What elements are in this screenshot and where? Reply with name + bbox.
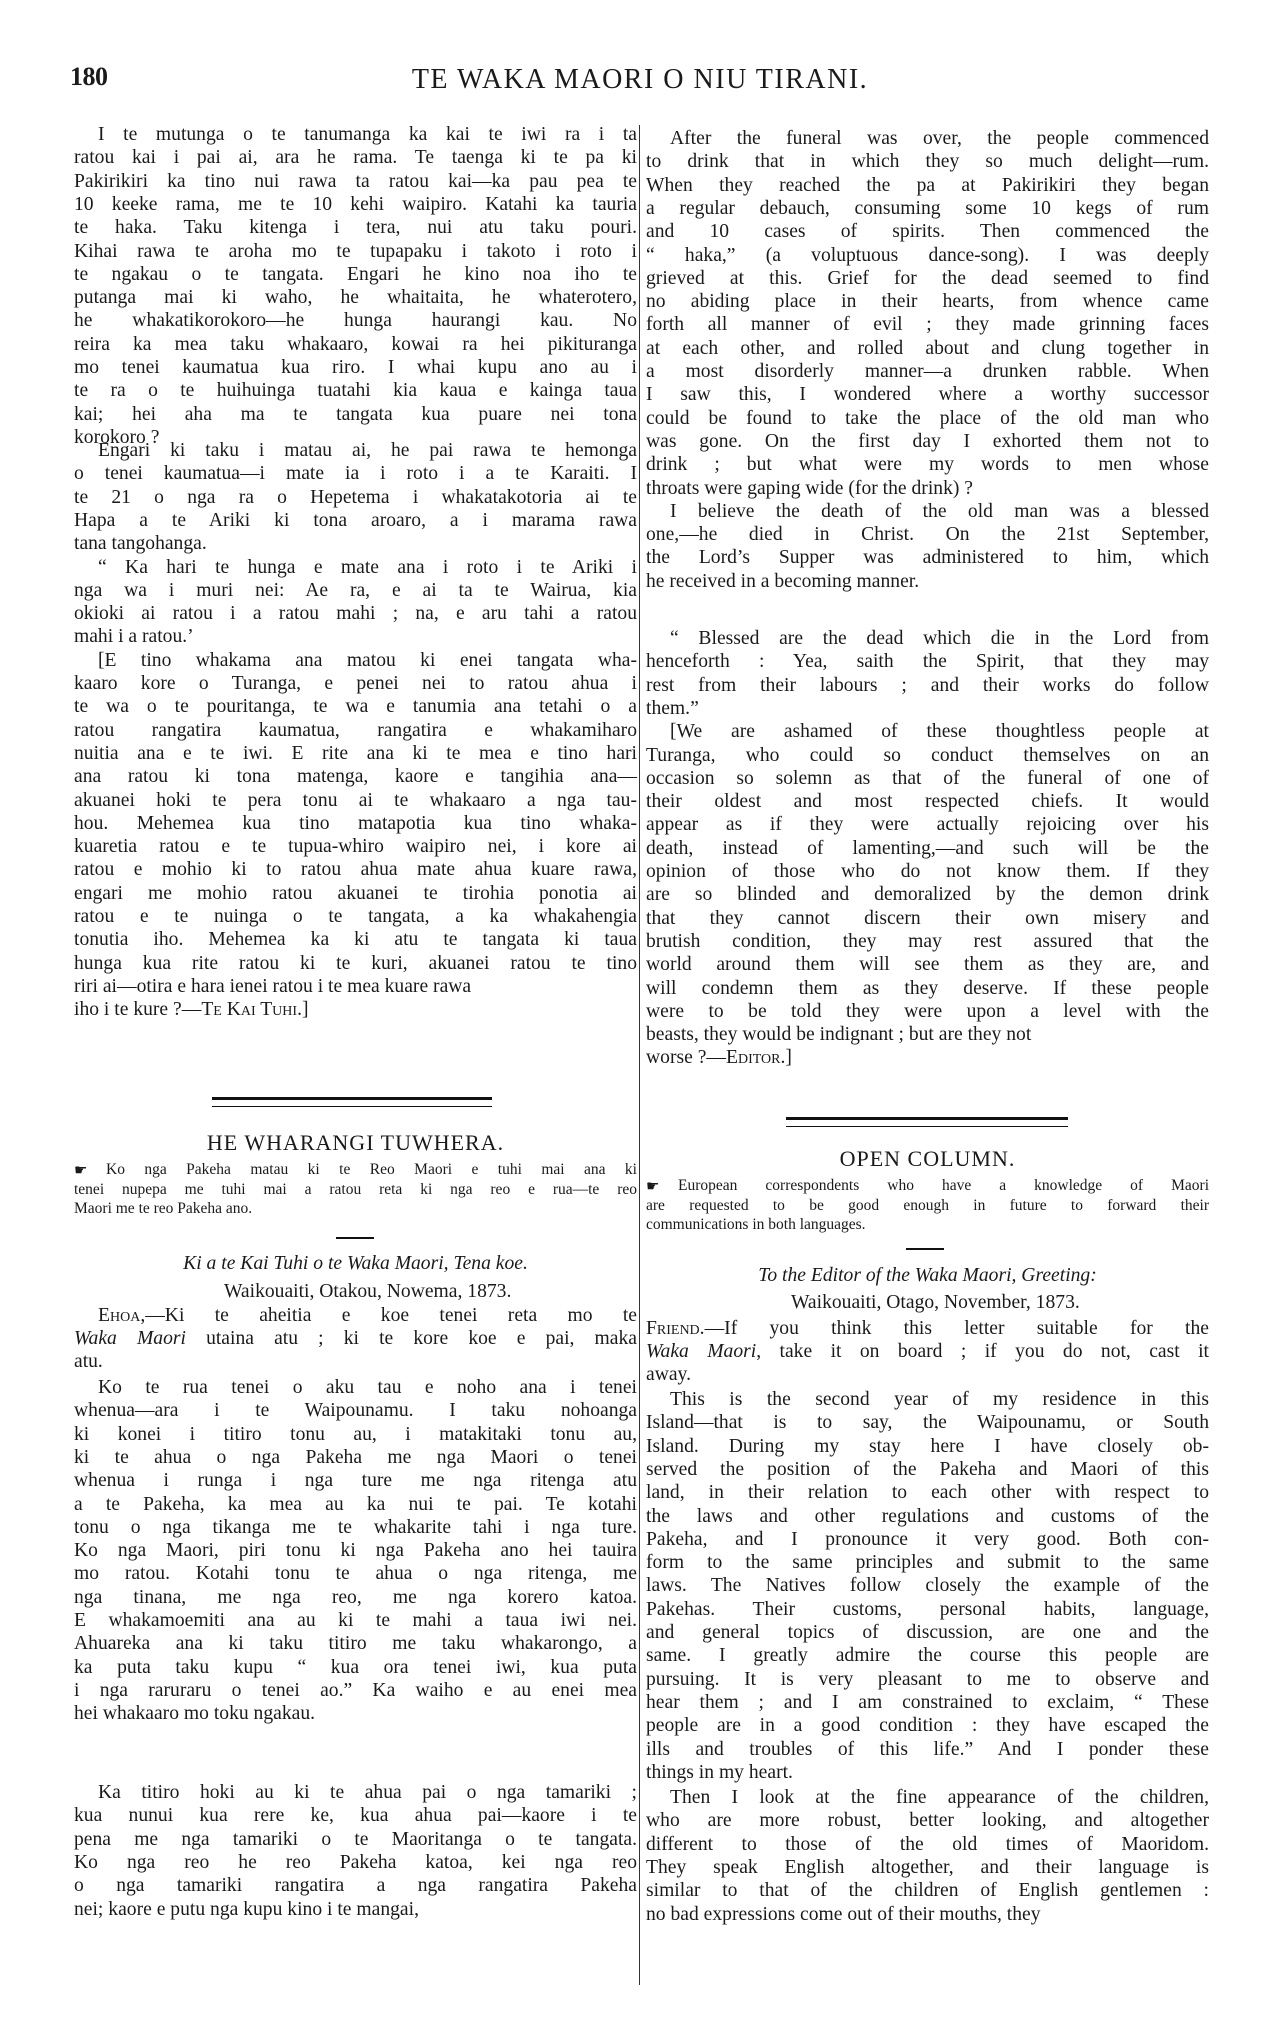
text-line: hei whakaaro mo toku ngakau.: [74, 1703, 316, 1725]
text-line: the Lord’s Supper was administered to him, which: [646, 547, 1209, 569]
text-line: a regular debauch, consuming some 10 kegs of rum: [646, 197, 1209, 219]
text-line: a te Pakeha, ka mea au ka nui te pai. Te kotahi: [74, 1493, 637, 1515]
text-line: could be found to take the place of the old man who: [646, 407, 1209, 429]
closing-bracket: ]: [785, 1047, 792, 1069]
text-line: Pakehas. Their customs, personal habits, language,: [646, 1598, 1209, 1620]
text-line: Hapa a te Ariki ki tona aroaro, a i marama rawa: [74, 509, 637, 531]
salutation-word: hoa: [109, 1305, 141, 1326]
text-line: he whakatikorokoro—he hunga haurangi kau. No: [74, 310, 637, 332]
paper-name: Waka Maori: [646, 1341, 757, 1362]
text-line: mahi i a ratou.’: [74, 626, 194, 648]
text-line: nga tinana, me nga reo, me nga korero katoa.: [74, 1586, 637, 1608]
text-line: things in my heart.: [646, 1761, 793, 1783]
notice-line: [646, 1176, 1209, 1195]
text-line: that they cannot discern their own misery and: [646, 907, 1209, 929]
text-line: “ haka,” (a voluptuous dance-song). I was deeply: [646, 244, 1209, 266]
text-line: After the funeral was over, the people commenced: [670, 128, 1209, 149]
text-line: ka puta taku kupu “ kua ora tenei iwi, kua puta: [74, 1656, 637, 1678]
text-line: world around them will see them as they are, and: [646, 954, 1209, 976]
letter-line: away.: [646, 1364, 691, 1385]
text: .—If you think this letter suitable for the: [699, 1318, 1209, 1339]
section-title-open-column: OPEN COLUMN.: [839, 1146, 1016, 1171]
text-line: death, instead of lamenting,—and such will be the: [646, 837, 1209, 859]
text-line: will condemn them as they deserve. If these people: [646, 977, 1209, 999]
text-fragment: iho i te kure ?—: [74, 999, 202, 1021]
text-line: “ Ka hari te hunga e mate ana i roto i te Ariki i: [98, 556, 637, 578]
letter-opening: [646, 1318, 1209, 1340]
text: , take it on board ; if you do not, cast it: [756, 1341, 1209, 1362]
text-line: ratou e te nuinga o te tangata, a ka whakahengia: [74, 906, 637, 927]
text-line: pena me nga tamariki o te Maoritanga o te tangata.: [74, 1828, 637, 1850]
text-line: riri ai—otira e hara ienei ratou i te mea kuare rawa: [74, 975, 472, 997]
text-line: no bad expressions come out of their mouths, they: [646, 1903, 1041, 1925]
text-line: the laws and other regulations and customs of the: [646, 1505, 1209, 1527]
salutation-word: Friend: [646, 1318, 700, 1339]
text-line: te wa o te pouritanga, te wa e tanumia ana tetahi o a: [74, 696, 637, 718]
text-line: who are more robust, better looking, and altogether: [646, 1810, 1209, 1832]
section-title-he-wharangi-tuwhera: HE WHARANGI TUWHERA.: [206, 1130, 505, 1155]
text-line: They speak English altogether, and their language is: [646, 1857, 1209, 1878]
text-line: [We are ashamed of these thoughtless people at: [670, 721, 1209, 743]
text-line: whenua—ara i te Waipounamu. I taku nohoanga: [74, 1400, 637, 1422]
text: ,—Ki te aheitia e koe tenei reta mo te: [140, 1305, 637, 1326]
text-line: nei; kaore e putu nga kupu kino i te mangai,: [74, 1898, 419, 1920]
text-line: kai; hei aha ma te tangata kua puare nei tona: [74, 403, 637, 425]
text-line: te haka. Taku kitenga i tera, nui atu taku pouri.: [74, 217, 637, 239]
text-line: Pakirikiri ka tino nui rawa ta ratou kai—ka pau pea te: [74, 170, 637, 192]
text-line: mo tenei kaumatua kua riro. I whai kupu ano au i: [74, 357, 637, 378]
text-line: okioki ai ratou i a ratou mahi ; na, e aru tahi a ratou: [74, 603, 637, 625]
text-line: te ra o te huihuinga tuatahi kia kaua e kainga taua: [74, 380, 637, 402]
editor-note-signature-english: [646, 1047, 1209, 1069]
text-line: hear them ; and I am constrained to exclaim, “ These: [646, 1691, 1209, 1713]
text-line: i nga raruraru o tenei ao.” Ka waiho e au enei mea: [74, 1679, 637, 1701]
text-line: Ka titiro hoki au ki te ahua pai o nga tamariki ;: [98, 1782, 637, 1803]
paper-name: Waka Maori: [74, 1328, 186, 1349]
text-line: at each other, and rolled about and clung together in: [646, 337, 1209, 359]
text-line: opinion of those who do not know them. If they: [646, 861, 1209, 882]
text-line: and general topics of discussion, are one and the: [646, 1622, 1209, 1643]
text-line: one,—he died in Christ. On the 21st September,: [646, 524, 1209, 546]
text-line: o tenei kaumatua—i mate ia i roto i a te Karaiti. I: [74, 463, 637, 485]
letter-line: [74, 1328, 637, 1350]
text-line: Island—that is to say, the Waipounamu, or South: [646, 1412, 1209, 1434]
text-line: korokoro ?: [74, 426, 160, 448]
text-line: tonutia iho. Mehemea ka ki atu te tangata ki taua: [74, 929, 637, 951]
text-line: ana ratou ki tona matenga, kaore e tangihia ana—: [74, 766, 637, 788]
text-line: I saw this, I wondered where a worthy successor: [646, 384, 1209, 406]
text-line: This is the second year of my residence in this: [670, 1389, 1209, 1410]
column-divider: [639, 125, 640, 1985]
text-line: was gone. On the first day I exhorted them not to: [646, 430, 1209, 452]
text-fragment: worse ?—: [646, 1047, 726, 1069]
text-line: tana tangohanga.: [74, 533, 207, 555]
pointing-hand-icon: ☛: [74, 1163, 88, 1179]
letter-line: atu.: [74, 1351, 103, 1372]
text-line: Engari ki taku i matau ai, he pai rawa te hemonga: [98, 440, 637, 461]
text-line: occasion so solemn as that of the funeral of one of: [646, 767, 1209, 789]
text: E: [98, 1305, 110, 1326]
text-line: them.”: [646, 697, 699, 719]
short-rule: [336, 1237, 374, 1239]
text-line: no abiding place in their hearts, from whence came: [646, 291, 1209, 313]
text-line: ki konei i titiro tonu au, i matakitaki tonu au,: [74, 1423, 637, 1445]
text-line: Then I look at the fine appearance of the children,: [670, 1787, 1209, 1809]
signature: Te Kai Tuhi.: [201, 999, 302, 1021]
text-line: throats were gaping wide (for the drink) ?: [646, 477, 973, 499]
text-line: are so blinded and demoralized by the demon drink: [646, 884, 1209, 906]
text-line: akuanei hoki te pera tonu ai te whakaaro a nga tau-: [74, 789, 637, 811]
text-line: ratou rangatira kaumatua, rangatira e whakamiharo: [74, 719, 637, 741]
text-line: Ko nga Maori, piri tonu ki nga Pakeha ano hei tauira: [74, 1540, 637, 1562]
page-number: 180: [70, 62, 108, 91]
notice-text: tenei nupepa me tuhi mai a ratou reta ki nga reo e rua—te reo: [74, 1180, 637, 1198]
editor-note-signature-maori: [74, 999, 637, 1021]
pointing-hand-icon: ☛: [646, 1179, 660, 1195]
text-line: nga wa i muri nei: Ae ra, e ai ta te Wairua, kia: [74, 579, 637, 601]
signature: Editor.: [725, 1047, 786, 1069]
dateline: Waikouaiti, Otago, November, 1873.: [791, 1292, 1080, 1313]
text-line: similar to that of the children of English gentlemen :: [646, 1880, 1209, 1902]
text-line: te 21 o nga ra o Hepetema i whakatakotoria ai te: [74, 486, 637, 508]
text: utaina atu ; ki te kore koe e pai, maka: [185, 1328, 637, 1349]
text-line: pursuing. It is very pleasant to me to observe and: [646, 1668, 1209, 1690]
notice-line: [646, 1215, 1209, 1234]
notice-line: [74, 1160, 637, 1179]
text-line: ratou e mohio ki to ratou ahua mate ahua kuare rawa,: [74, 859, 637, 881]
text-line: te ngakau o te tangata. Engari he kino noa iho te: [74, 263, 637, 285]
text-line: kaaro kore o Turanga, e penei nei to ratou ahua i: [74, 673, 637, 694]
text-line: and 10 cases of spirits. Then commenced the: [646, 221, 1209, 243]
text-line: forth all manner of evil ; they made grinning faces: [646, 314, 1209, 336]
text-line: kua nunui kua rere ke, kua ahua pai—kaore i te: [74, 1805, 637, 1827]
salutation: To the Editor of the Waka Maori, Greeting:: [758, 1265, 1097, 1286]
text-line: Pakeha, and I pronounce it very good. Both con-: [646, 1528, 1209, 1550]
text-line: appear as if they were actually rejoicing over his: [646, 814, 1209, 836]
text-line: mo ratou. Kotahi tonu te ahua o nga ritenga, me: [74, 1563, 637, 1585]
text-line: to drink that in which they so much delight—rum.: [646, 151, 1209, 173]
text-line: people are in a good condition : they have escaped the: [646, 1715, 1209, 1737]
text-line: Island. During my stay here I have closely ob-: [646, 1435, 1209, 1457]
masthead-title: TE WAKA MAORI O NIU TIRANI.: [411, 64, 869, 95]
double-rule-divider: [786, 1117, 1068, 1127]
text-line: Ahuareka ana ki taku titiro me taku whakarongo, a: [74, 1633, 637, 1655]
text-line: 10 keeke rama, me te 10 kehi waipiro. Katahi ka tauria: [74, 193, 637, 215]
text-line: rest from their labours ; and their works do follow: [646, 674, 1209, 696]
text-line: ills and troubles of this life.” And I ponder these: [646, 1738, 1209, 1760]
text-line: ratou kai i pai ai, ara he rama. Te taenga ki te pa ki: [74, 147, 637, 169]
text-line: a most disorderly manner—a drunken rabble. When: [646, 361, 1209, 382]
text-line: reira ka mea taku whakaaro, kowai ra hei pikituranga: [74, 333, 637, 355]
text-line: I believe the death of the old man was a blessed: [670, 500, 1209, 522]
text-line: henceforth : Yea, saith the Spirit, that they may: [646, 651, 1209, 673]
text-line: E whakamoemiti ana au ki te mahi a taua iwi nei.: [74, 1610, 637, 1631]
text-line: engari me mohio ratou akuanei te tirohia ponotia ai: [74, 882, 637, 904]
text-line: land, in their relation to each other with respect to: [646, 1482, 1209, 1504]
text-line: hunga kua rite ratou ki te kuri, akuanei ratou te tino: [74, 952, 637, 974]
notice-text: are requested to be good enough in future to forward their: [646, 1196, 1209, 1214]
text-line: form to the same principles and submit to the same: [646, 1552, 1209, 1574]
notice-line: [74, 1199, 637, 1218]
notice-text: European correspondents who have a knowledge of Maori: [678, 1177, 1209, 1194]
text-line: were to be told they were upon a level with the: [646, 1000, 1209, 1022]
text-line: ki te ahua o nga Pakeha me nga Maori o tenei: [74, 1446, 637, 1468]
letter-opening: [98, 1305, 637, 1327]
letter-line: [646, 1341, 1209, 1363]
text-line: kuaretia ratou e te tupua-whiro waipiro nei, i kore ai: [74, 836, 637, 858]
notice-text: Maori me te reo Pakeha ano.: [74, 1200, 253, 1217]
text-line: putanga mai ki waho, he whaitaita, he whaterotero,: [74, 287, 637, 309]
text-line: Ko nga reo he reo Pakeha katoa, kei nga reo: [74, 1851, 637, 1873]
notice-text: communications in both languages.: [646, 1216, 866, 1233]
text-line: their oldest and most respected chiefs. It would: [646, 791, 1209, 813]
notice-text: Ko nga Pakeha matau ki te Reo Maori e tuhi mai ana ki: [106, 1161, 637, 1178]
text-line: drink ; but what were my words to men whose: [646, 454, 1209, 476]
text-line: Ko te rua tenei o aku tau e noho ana i tenei: [98, 1377, 637, 1398]
text-line: different to those of the old times of Maoridom.: [646, 1833, 1209, 1855]
text-line: o nga tamariki rangatira a nga rangatira Pakeha: [74, 1875, 637, 1897]
text-line: brutish condition, they may rest assured that the: [646, 930, 1209, 952]
text-line: same. I greatly admire the course this people are: [646, 1645, 1209, 1667]
text-line: laws. The Natives follow closely the example of the: [646, 1575, 1209, 1597]
text-line: [E tino whakama ana matou ki enei tangata wha-: [98, 649, 637, 671]
text-line: grieved at this. Grief for the dead seemed to find: [646, 267, 1209, 289]
short-rule: [906, 1248, 944, 1250]
double-rule-divider: [212, 1097, 492, 1107]
salutation: Ki a te Kai Tuhi o te Waka Maori, Tena koe.: [183, 1253, 528, 1274]
dateline: Waikouaiti, Otakou, Nowema, 1873.: [224, 1281, 512, 1302]
text-line: beasts, they would be indignant ; but are they not: [646, 1024, 1032, 1046]
text-line: hou. Mehemea kua tino matapotia kua tino whaka-: [74, 812, 637, 834]
text-line: Turanga, who could so conduct themselves on an: [646, 744, 1209, 766]
text-line: tonu o nga tikanga me te whakarite tahi i nga ture.: [74, 1516, 637, 1538]
text-line: whenua i runga i nga ture me nga ritenga atu: [74, 1470, 637, 1492]
text-line: When they reached the pa at Pakirikiri they began: [646, 174, 1209, 196]
text-line: nuitia ana e te iwi. E rite ana ki te mea e tino hari: [74, 742, 637, 764]
text-line: Kihai rawa te aroha mo te tupapaku i takoto i roto i: [74, 240, 637, 262]
text-line: I te mutunga o te tanumanga ka kai te iwi ra i ta: [98, 124, 637, 145]
text-line: served the position of the Pakeha and Maori of this: [646, 1458, 1209, 1480]
notice-line: [74, 1180, 637, 1199]
closing-bracket: ]: [301, 999, 309, 1021]
text-line: he received in a becoming manner.: [646, 570, 920, 592]
notice-line: [646, 1196, 1209, 1215]
text-line: “ Blessed are the dead which die in the Lord from: [670, 628, 1209, 649]
